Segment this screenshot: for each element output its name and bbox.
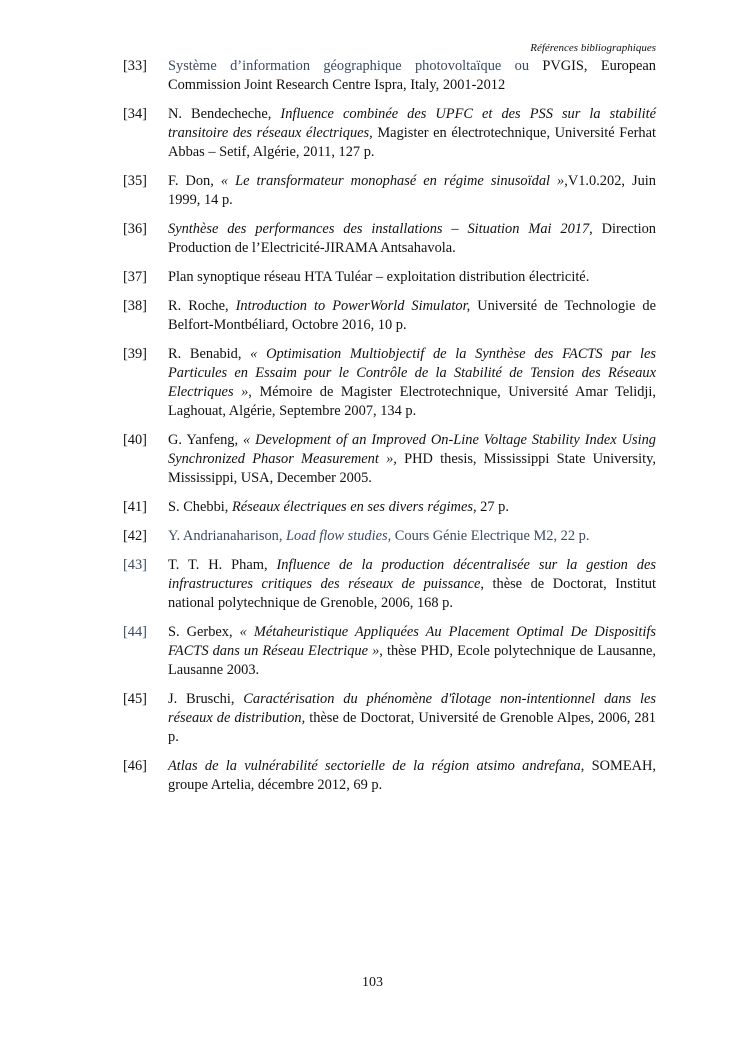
reference-item	[123, 757, 656, 795]
reference-segment: , thèse de Doctorat, Université de Grenoble Alpes, 2006, 281 p.	[168, 710, 656, 745]
reference-segment: PVGIS, European Commission Joint Research Centre Ispra, Italy, 2001-2012	[168, 58, 656, 93]
reference-segment: « Métaheuristique Appliquées Au Placement Optimal De Dispositifs FACTS dans un Réseau Electrique »	[168, 624, 656, 659]
reference-number: [46]	[123, 758, 147, 774]
reference-number: [40]	[123, 432, 147, 448]
reference-segment: Réseaux électriques en ses divers régimes	[231, 499, 473, 515]
reference-segment: Plan synoptique réseau HTA Tuléar – exploitation distribution électricité.	[168, 269, 590, 285]
reference-text	[168, 498, 656, 517]
reference-segment: S. Chebbi,	[168, 499, 232, 515]
reference-item	[123, 57, 656, 95]
reference-segment: , 27 p.	[472, 499, 509, 515]
reference-segment: , thèse PHD, Ecole polytechnique de Lausanne, Lausanne 2003.	[168, 643, 656, 678]
reference-item	[123, 297, 656, 335]
reference-item	[123, 527, 656, 546]
reference-item	[123, 220, 656, 258]
reference-text	[168, 757, 656, 795]
reference-text	[168, 105, 656, 162]
reference-segment: , thèse de Doctorat, Institut national polytechnique de Grenoble, 2006, 168 p.	[168, 576, 656, 611]
reference-number: [43]	[123, 557, 147, 573]
reference-text	[168, 345, 656, 421]
reference-segment: Caractérisation du phénomène d'îlotage non-intentionnel dans les réseaux de distribution	[168, 691, 656, 726]
reference-segment: V1.0.202, Juin 1999, 14 p.	[168, 173, 657, 208]
reference-number: [37]	[123, 269, 147, 285]
reference-number: [34]	[123, 106, 147, 122]
reference-segment: « Development of an Improved On-Line Voltage Stability Index Using Synchronized Phasor Measurement »,	[168, 432, 656, 467]
reference-segment: Université de Technologie de Belfort-Montbéliard, Octobre 2016, 10 p.	[168, 298, 656, 333]
reference-item	[123, 556, 656, 613]
reference-item	[123, 172, 656, 210]
reference-segment: N. Bendecheche,	[168, 106, 281, 122]
reference-segment: Introduction to PowerWorld Simulator,	[235, 298, 471, 314]
reference-segment: F. Don,	[168, 173, 221, 189]
reference-segment: R. Benabid,	[168, 346, 251, 362]
reference-text	[168, 172, 656, 210]
reference-segment: J. Bruschi,	[168, 691, 244, 707]
reference-number: [38]	[123, 298, 147, 314]
reference-segment: Influence de la production décentralisée sur la gestion des infrastructures critiques des réseaux de puissance	[168, 557, 656, 592]
reference-segment: Synthèse des performances des installations – Situation Mai 2017	[168, 221, 590, 237]
reference-text	[168, 431, 656, 488]
running-header: Références bibliographiques	[530, 42, 656, 54]
reference-segment: Magister en électrotechnique, Université Ferhat Abbas – Setif, Algérie, 2011, 127 p.	[168, 125, 656, 160]
reference-number: [33]	[123, 58, 147, 74]
reference-segment: T. T. H. Pham,	[168, 557, 277, 573]
reference-text	[168, 57, 656, 95]
reference-segment: « Optimisation Multiobjectif de la Synthèse des FACTS par les Particules en Essaim pour le Contrôle de la Stabilité de Tension des Réseaux Electriques »	[168, 346, 657, 400]
reference-text	[168, 268, 656, 287]
reference-number: [36]	[123, 221, 147, 237]
reference-number: [41]	[123, 499, 147, 515]
reference-text	[168, 623, 656, 680]
reference-segment: , Cours Génie Electrique M2, 22 p.	[387, 528, 590, 544]
reference-segment: Influence combinée des UPFC et des PSS sur la stabilité transitoire des réseaux électriques,	[168, 106, 656, 141]
reference-segment: , Mémoire de Magister Electrotechnique, Université Amar Telidji, Laghouat, Algérie, Septembre 2007, 134 p.	[168, 384, 656, 419]
reference-segment: Atlas de la vulnérabilité sectorielle de la région atsimo andrefana	[168, 758, 581, 774]
reference-segment: PHD thesis, Mississippi State University, Mississippi, USA, December 2005.	[168, 451, 656, 486]
reference-item	[123, 431, 656, 488]
reference-item	[123, 690, 656, 747]
reference-text	[168, 220, 656, 258]
reference-segment: G. Yanfeng,	[168, 432, 243, 448]
reference-number: [39]	[123, 346, 147, 362]
reference-segment: Load flow studies	[286, 528, 388, 544]
reference-segment: , Direction Production de l’Electricité-JIRAMA Antsahavola.	[168, 221, 656, 256]
reference-item	[123, 345, 656, 421]
reference-text	[168, 297, 656, 335]
reference-segment: Système d’information géographique photovoltaïque ou	[168, 58, 543, 74]
reference-number: [42]	[123, 528, 147, 544]
reference-text	[168, 690, 656, 747]
page-number: 103	[362, 975, 383, 990]
reference-text	[168, 527, 656, 546]
reference-segment: S. Gerbex,	[168, 624, 240, 640]
reference-segment: R. Roche,	[168, 298, 236, 314]
reference-item	[123, 623, 656, 680]
reference-item	[123, 105, 656, 162]
reference-number: [45]	[123, 691, 147, 707]
reference-number: [35]	[123, 173, 147, 189]
reference-text	[168, 556, 656, 613]
reference-list	[123, 57, 656, 805]
reference-segment: Y. Andrianaharison,	[168, 528, 287, 544]
reference-segment: , SOMEAH, groupe Artelia, décembre 2012, 69 p.	[168, 758, 656, 793]
reference-number: [44]	[123, 624, 147, 640]
reference-item	[123, 498, 656, 517]
reference-segment: « Le transformateur monophasé en régime sinusoïdal »,	[220, 173, 568, 189]
reference-item	[123, 268, 656, 287]
